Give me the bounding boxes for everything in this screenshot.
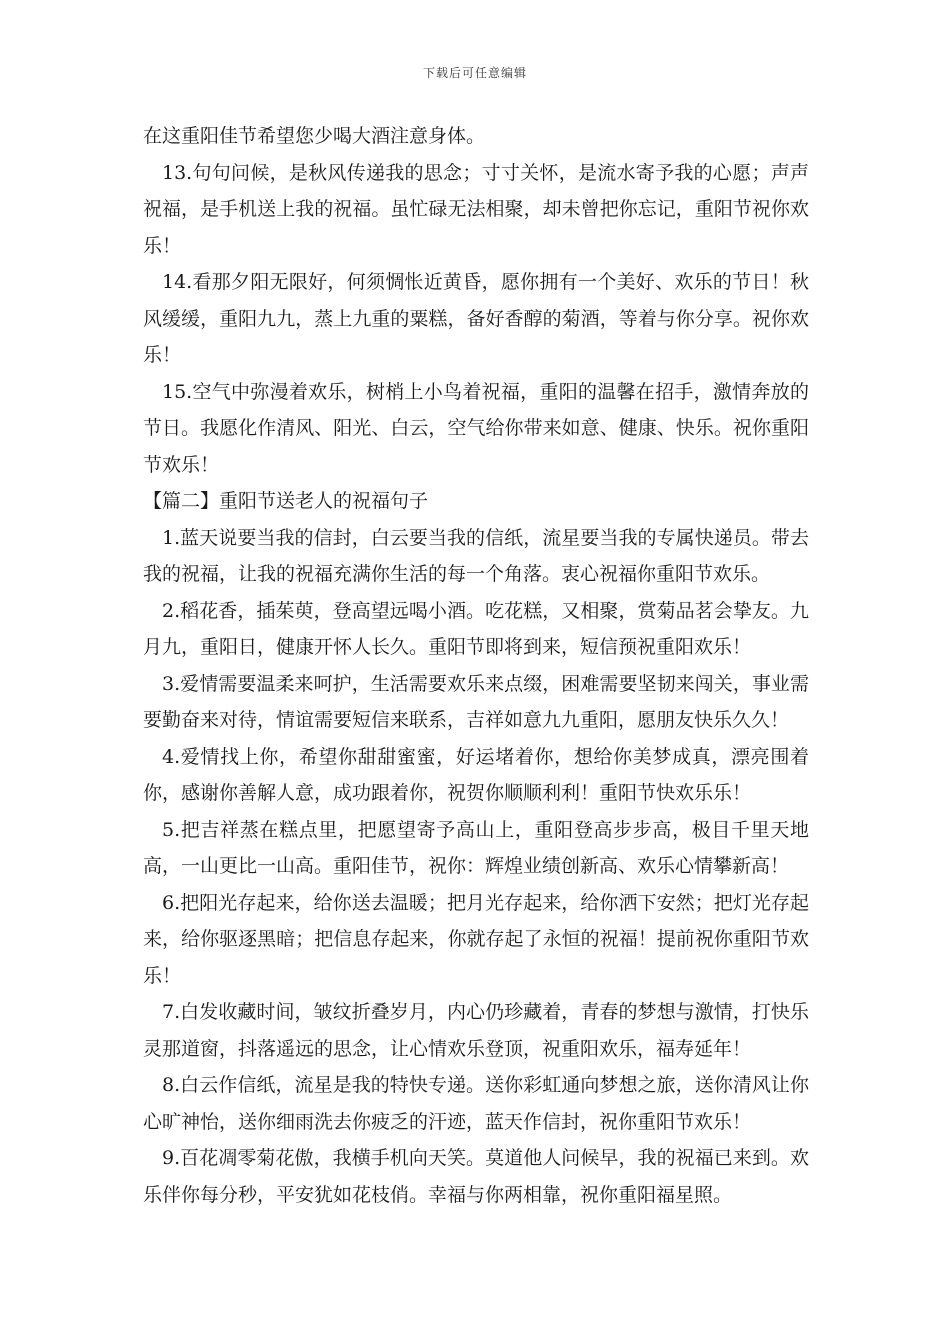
continuation-paragraph: 在这重阳佳节希望您少喝大酒注意身体。 <box>143 125 486 147</box>
list-item: 1.蓝天说要当我的信封，白云要当我的信纸，流星要当我的专属快递员。带去我的祝福，让我的祝福充满你生活的每一个角落。衷心祝福你重阳节欢乐。 <box>143 526 809 585</box>
list-item: 8.白云作信纸，流星是我的特快专递。送你彩虹通向梦想之旅，送你清风让你心旷神怡，送你细雨洗去你疲乏的汗迹，蓝天作信封，祝你重阳节欢乐！ <box>143 1074 809 1133</box>
page-header-note: 下载后可任意编辑 <box>422 66 527 80</box>
section-heading: 【篇二】重阳节送老人的祝福句子 <box>143 490 429 512</box>
list-item: 6.把阳光存起来，给你送去温暖；把月光存起来，给你洒下安然；把灯光存起来，给你驱逐黑暗；把信息存起来，你就存起了永恒的祝福！提前祝你重阳节欢乐！ <box>143 891 809 987</box>
list-item: 13.句句问候，是秋风传递我的思念；寸寸关怀，是流水寄予我的心愿；声声祝福，是手机送上我的祝福。虽忙碌无法相聚，却未曾把你忘记，重阳节祝你欢乐！ <box>143 161 809 257</box>
list-item: 5.把吉祥蒸在糕点里，把愿望寄予高山上，重阳登高步步高，极目千里天地高，一山更比一山高。重阳佳节，祝你：辉煌业绩创新高、欢乐心情攀新高！ <box>143 818 809 877</box>
document-body <box>143 118 809 1213</box>
list-item: 14.看那夕阳无限好，何须惆怅近黄昏，愿你拥有一个美好、欢乐的节日！秋风缓缓，重阳九九，蒸上九重的粟糕，备好香醇的菊酒，等着与你分享。祝你欢乐！ <box>143 271 809 366</box>
list-item: 3.爱情需要温柔来呵护，生活需要欢乐来点缀，困难需要坚韧来闯关，事业需要勤奋来对待，情谊需要短信来联系，吉祥如意九九重阳，愿朋友快乐久久！ <box>143 672 809 731</box>
list-item: 15.空气中弥漫着欢乐，树梢上小鸟着祝福，重阳的温馨在招手，激情奔放的节日。我愿化作清风、阳光、白云，空气给你带来如意、健康、快乐。祝你重阳节欢乐！ <box>143 380 809 476</box>
list-item: 9.百花凋零菊花傲，我横手机向天笑。莫道他人问候早，我的祝福已来到。欢乐伴你每分秒，平安犹如花枝俏。幸福与你两相靠，祝你重阳福星照。 <box>143 1147 809 1206</box>
list-item: 4.爱情找上你，希望你甜甜蜜蜜，好运堵着你，想给你美梦成真，漂亮围着你，感谢你善解人意，成功跟着你，祝贺你顺顺利利！重阳节快欢乐乐！ <box>143 745 809 804</box>
list-item: 7.白发收藏时间，皱纹折叠岁月，内心仍珍藏着，青春的梦想与激情，打快乐灵那道窗，抖落遥远的思念，让心情欢乐登顶，祝重阳欢乐，福寿延年！ <box>143 1001 809 1060</box>
list-item: 2.稻花香，插茱萸，登高望远喝小酒。吃花糕，又相聚，赏菊品茗会挚友。九月九，重阳日，健康开怀人长久。重阳节即将到来，短信预祝重阳欢乐！ <box>143 599 809 658</box>
